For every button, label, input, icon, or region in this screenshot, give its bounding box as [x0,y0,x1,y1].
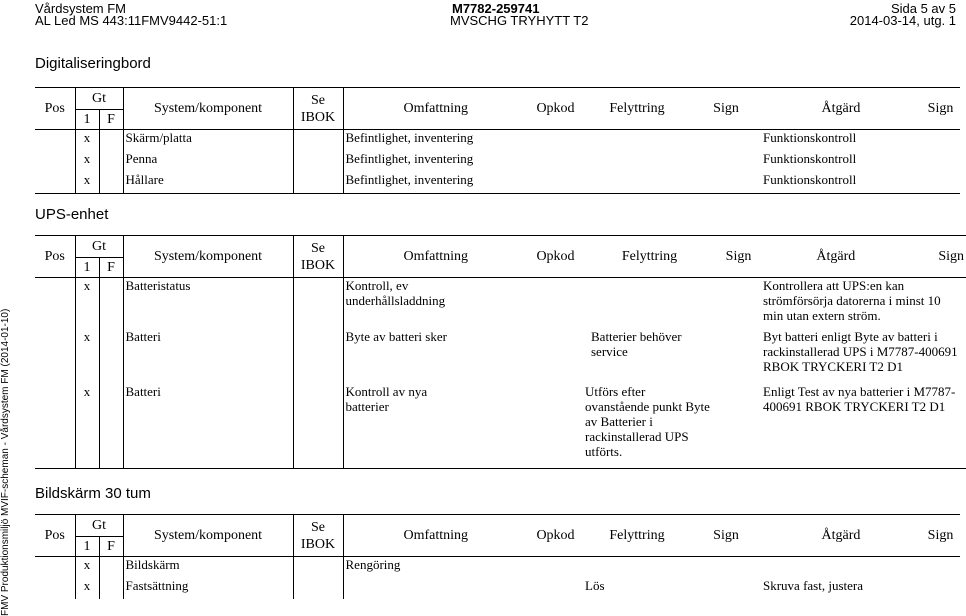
table-row [35,578,960,599]
cell-system: Bildskärm [123,557,293,578]
table-row [35,130,960,151]
cell-atgard: Funktionskontroll [763,130,857,145]
col-header-atgard: Åtgärd [761,88,921,130]
header-right-line1: Sida 5 av 5 [890,1,956,16]
col-header-gt-1: 1 [75,110,99,130]
col-header-felyttring: Felyttring [583,515,691,557]
col-header-pos: Pos [35,515,75,557]
col-header-omfattning: Omfattning [343,236,528,278]
cell-atgard: Byt batteri enligt Byte av batteri i rackinstallerad UPS i M7787-400691 RBOK TRYCKERI T2 D1 [763,328,958,374]
col-header-system: System/komponent [123,88,293,130]
interval-mark: x [75,578,99,599]
col-header-sign: Sign [691,88,761,130]
col-header-atgard-sign [761,236,966,278]
interval-mark: x [75,172,99,194]
col-header-opkod: Opkod [528,236,583,278]
col-header-pos: Pos [35,88,75,130]
interval-mark: x [75,329,99,384]
cell-system: Fastsättning [123,578,293,599]
col-header-ibok: IBOK [300,536,336,552]
cell-omfattning: Byte av batteri sker [345,328,447,344]
col-header-system: System/komponent [123,515,293,557]
table-digitaliseringbord [35,87,960,194]
col-header-se-ibok [293,236,343,278]
cell-atgard: Enligt Test av nya batterier i M7787-400691 RBOK TRYCKERI T2 D1 [761,384,966,469]
cell-system: Batteristatus [123,278,293,329]
col-header-gt: Gt [75,515,123,537]
cell-system: Penna [123,151,293,172]
header-left-line1: Vårdsystem FM [35,1,127,16]
col-header-gt-1: 1 [75,537,99,557]
cell-omfattning: Befintlighet, inventering [343,172,528,194]
cell-omfattning [343,578,528,599]
section-title-bildskarm-30-tum: Bildskärm 30 tum [35,485,151,502]
cell-omfattning: Kontroll, ev underhållsladdning [345,278,446,308]
header-left-line2: AL Led MS 443:11FMV9442-51:1 [35,13,228,28]
col-header-opkod: Opkod [528,88,583,130]
col-header-atgard: Åtgärd [816,249,856,264]
interval-mark: x [75,151,99,172]
interval-mark: x [75,557,99,578]
cell-atgard: Kontrollera att UPS:en kan strömförsörja datorerna i minst 10 min utan extern ström. [763,278,941,323]
interval-mark: x [75,278,99,329]
col-header-system: System/komponent [123,236,293,278]
section-title-digitaliseringbord: Digitaliseringbord [35,55,151,72]
col-header-felyttring: Felyttring [583,236,716,278]
interval-mark: x [75,384,99,469]
col-header-sign2: Sign [921,515,960,557]
col-header-omfattning: Omfattning [343,515,528,557]
section-title-ups-enhet: UPS-enhet [35,206,109,223]
cell-omfattning: Rengöring [345,557,401,572]
cell-atgard: Skruva fast, justera [763,577,864,593]
col-header-atgard: Åtgärd [761,515,921,557]
col-header-gt-f: F [99,110,123,130]
table-row [35,278,966,329]
table-row [35,557,960,578]
interval-mark: x [75,130,99,151]
cell-felyttring: Utförs efter ovanstående punkt Byte av Batterier i rackinstallerad UPS utförts. [583,384,716,469]
table-row [35,151,960,172]
col-header-se-ibok [293,88,343,130]
col-header-gt-f: F [99,258,123,278]
cell-atgard: Funktionskontroll [763,150,857,166]
table-bildskarm [35,514,960,599]
col-header-se: Se [311,240,325,256]
cell-felyttring: Lös [585,577,605,593]
table-row [35,384,966,469]
cell-felyttring: Batterier behöver service [591,328,682,359]
col-header-opkod: Opkod [528,515,583,557]
header-right-line2: 2014-03-14, utg. 1 [849,13,956,28]
cell-atgard [761,557,921,578]
col-header-sign2: Sign [921,88,960,130]
header-center-line1: M7782-259741 [452,1,540,16]
cell-system: Hållare [123,172,293,194]
table-ups-enhet [35,235,966,469]
col-header-sign: Sign [716,236,761,278]
cell-system: Batteri [123,384,293,469]
col-header-ibok: IBOK [300,109,336,125]
col-header-sign2: Sign [938,249,964,264]
side-margin-text: FMV Produktionsmiljö MVIF-scheman - Vårdsystem FM (2014-01-10) [0,308,11,616]
col-header-felyttring: Felyttring [583,88,691,130]
col-header-gt-f: F [99,537,123,557]
col-header-ibok: IBOK [300,257,336,273]
header-center-line2: MVSCHG TRYHYTT T2 [450,13,589,28]
cell-omfattning: Befintlighet, inventering [345,130,474,145]
cell-system: Batteri [123,329,293,384]
col-header-se: Se [311,519,325,535]
col-header-pos: Pos [35,236,75,278]
col-header-gt: Gt [75,236,123,258]
col-header-sign: Sign [691,515,761,557]
cell-omfattning: Befintlighet, inventering [345,150,474,166]
cell-omfattning: Kontroll av nya batterier [343,384,528,469]
cell-atgard: Funktionskontroll [761,172,921,194]
col-header-gt-1: 1 [75,258,99,278]
col-header-omfattning: Omfattning [343,88,528,130]
cell-system: Skärm/platta [123,130,293,151]
col-header-se-ibok [293,515,343,557]
col-header-se: Se [311,92,325,108]
table-row [35,172,960,194]
table-row [35,329,966,384]
col-header-gt: Gt [75,88,123,110]
